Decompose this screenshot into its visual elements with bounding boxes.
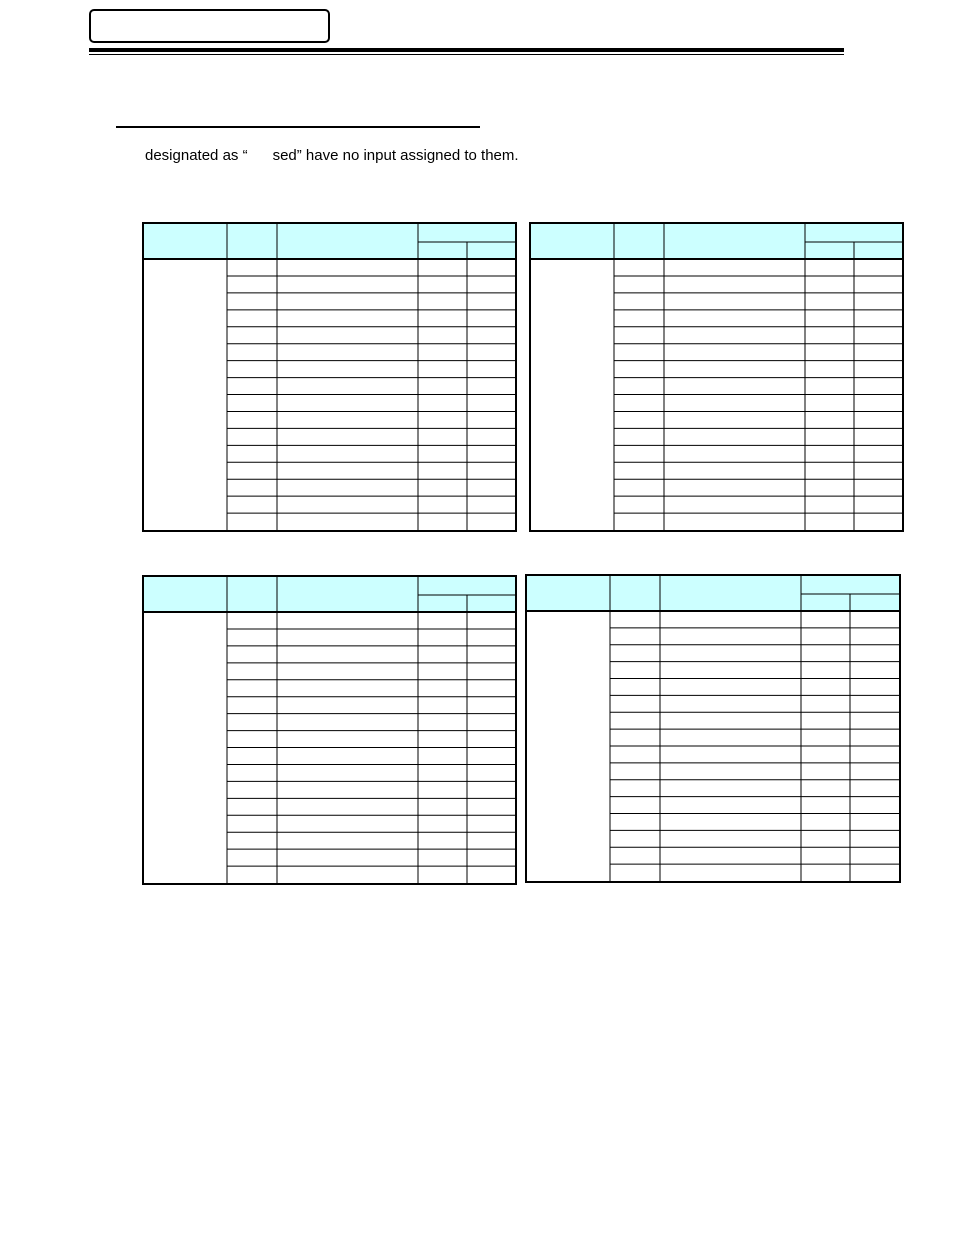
section-heading-underline [116,126,480,128]
table-grid [144,577,515,883]
header-rule-thin [89,54,844,55]
table-grid [527,576,899,881]
intro-paragraph: designated as “ sed” have no input assigned to them. [145,147,519,164]
header-rule-thick [89,48,844,52]
io-table-top-right [529,222,904,532]
io-table-bottom-left [142,575,517,885]
io-table-bottom-right [525,574,901,883]
header-title-box [89,9,330,43]
table-grid [531,224,902,530]
table-grid [144,224,515,530]
io-table-top-left [142,222,517,532]
